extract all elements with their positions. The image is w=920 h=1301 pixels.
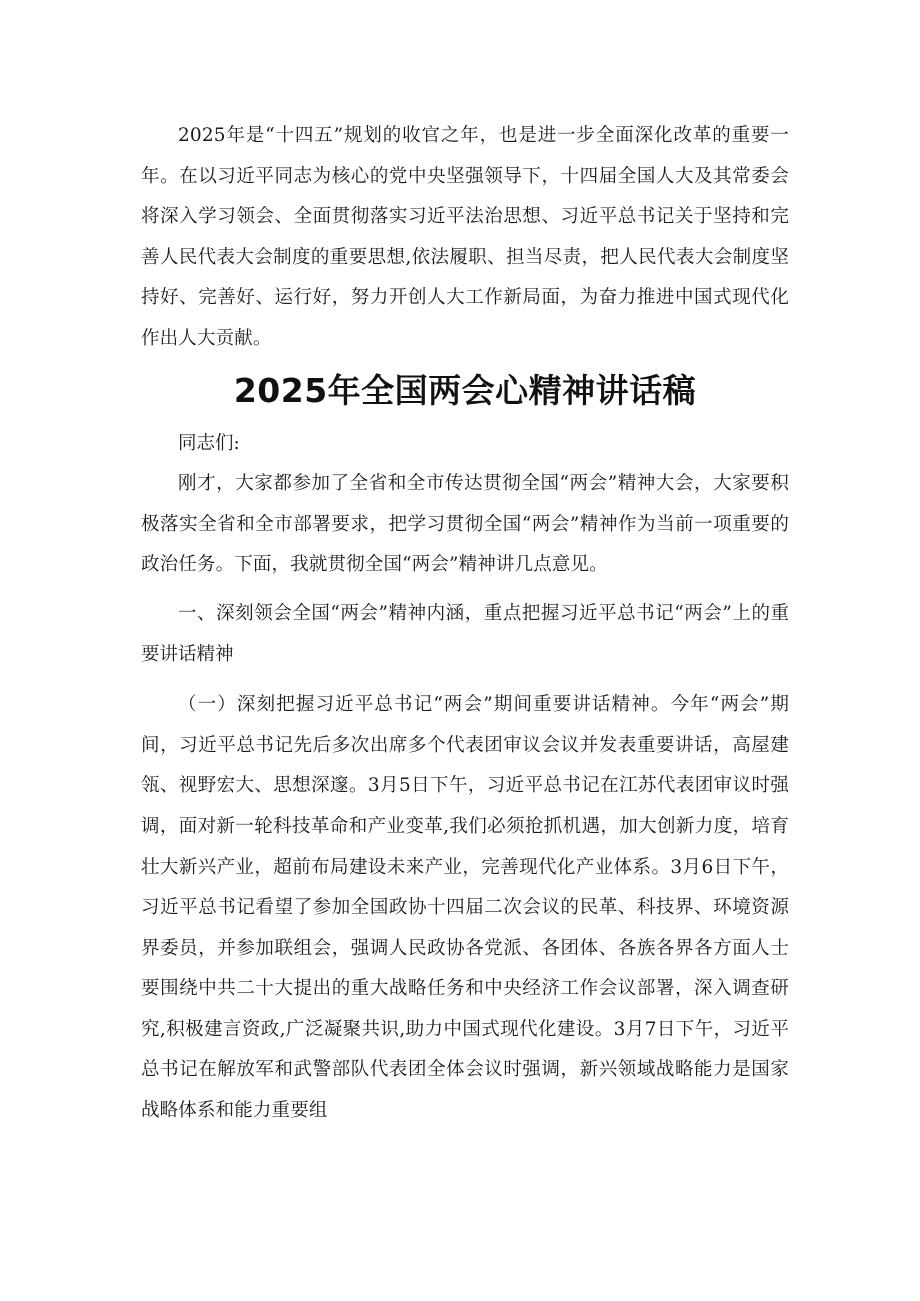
salutation: 同志们: [178,432,240,454]
section-heading: 一、深刻领会全国“两会”精神内涵，重点把握习近平总书记“两会”上的重要讲话精神 [141,602,789,665]
intro-paragraph: 2025年是“十四五”规划的收官之年，也是进一步全面深化改革的重要一年。在以习近平同志为核心的党中央坚强领导下，十四届全国人大及其常委会将深入学习领会、全面贯彻落实习近平法治思想、习近平总书记关于坚持和完善人民代表大会制度的重要思想,依法履职、担当尽责，把人民代表大会制度坚持好、完善好、运行好，努力开创人大工作新局面，为奋力推进中国式现代化作出人大贡献。 [141,125,789,349]
document-body [141,116,789,1132]
subsection-paragraph: （一）深刻把握习近平总书记“两会”期间重要讲话精神。今年“两会”期间，习近平总书记先后多次出席多个代表团审议会议并发表重要讲话，高屋建瓴、视野宏大、思想深邃。3月5日下午，习近平总书记在江苏代表团审议时强调，面对新一轮科技革命和产业变革,我们必须抢抓机遇，加大创新力度，培育壮大新兴产业，超前布局建设未来产业，完善现代化产业体系。3月6日下午，习近平总书记看望了参加全国政协十四届二次会议的民革、科技界、环境资源界委员，并参加联组会，强调人民政协各党派、各团体、各族各界各方面人士要围绕中共二十大提出的重大战略任务和中央经济工作会议部署，深入调查研究,积极建言资政,广泛凝聚共识,助力中国式现代化建设。3月7日下午，习近平总书记在解放军和武警部队代表团全体会议时强调，新兴领域战略能力是国家战略体系和能力重要组 [141,694,789,1122]
document-title: 2025年全国两会心精神讲话稿 [233,370,697,410]
spacer [141,675,789,685]
opening-paragraph: 刚才，大家都参加了全省和全市传达贯彻全国“两会”精神大会，大家要积极落实全省和全市部署要求，把学习贯彻全国“两会”精神作为当前一项重要的政治任务。下面，我就贯彻全国“两会”精神讲几点意见。 [141,473,789,576]
